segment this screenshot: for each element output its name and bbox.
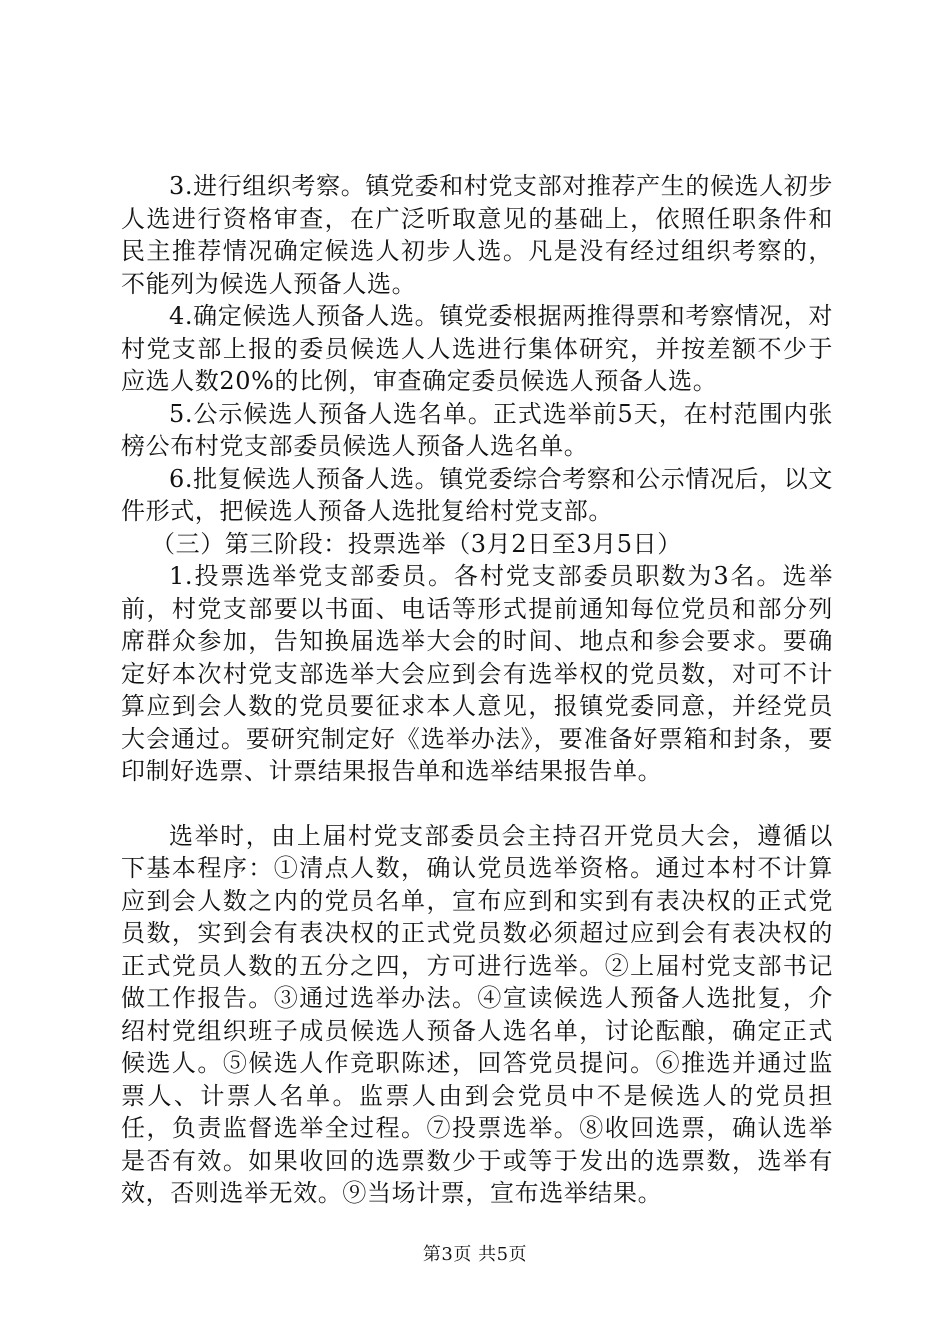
section-heading-third-stage: （三）第三阶段：投票选举（3月2日至3月5日） [151,529,682,558]
paragraph-organizational-inspection: 3.进行组织考察。镇党委和村党支部对推荐产生的候选人初步人选进行资格审查，在广泛听取意见的基础上，依照任职条件和民主推荐情况确定候选人初步人选。凡是没有经过组织考察的，不能列为候选人预备人选。 [121,172,833,298]
document-body [121,170,833,1210]
paragraph-approve-candidates: 6.批复候选人预备人选。镇党委综合考察和公示情况后，以文件形式，把候选人预备人选批复给村党支部。 [121,464,833,525]
page-number-footer: 第3页 共5页 [422,1244,528,1265]
paragraph-vote-election: 1.投票选举党支部委员。各村党支部委员职数为3名。选举前，村党支部要以书面、电话等形式提前通知每位党员和部分列席群众参加，告知换届选举大会的时间、地点和参会要求。要确定好本次村党支部选举大会应到会有选举权的党员数，对可不计算应到会人数的党员要征求本人意见，报镇党委同意，并经党员大会通过。要研究制定好《选举办法》，要准备好票箱和封条，要印制好选票、计票结果报告单和选举结果报告单。 [121,562,833,785]
paragraph-publicize-list: 5.公示候选人预备人选名单。正式选举前5天，在村范围内张榜公布村党支部委员候选人预备人选名单。 [121,399,833,460]
paragraph-election-procedure: 选举时，由上届村党支部委员会主持召开党员大会，遵循以下基本程序：①清点人数，确认党员选举资格。通过本村不计算应到会人数之内的党员名单，宣布应到和实到有表决权的正式党员数，实到会有表决权的正式党员数必须超过应到会有表决权的正式党员人数的五分之四，方可进行选举。②上届村党支部书记做工作报告。③通过选举办法。④宣读候选人预备人选批复，介绍村党组织班子成员候选人预备人选名单，讨论酝酿，确定正式候选人。⑤候选人作竞职陈述，回答党员提问。⑥推选并通过监票人、计票人名单。监票人由到会党员中不是候选人的党员担任，负责监督选举全过程。⑦投票选举。⑧收回选票，确认选举是否有效。如果收回的选票数少于或等于发出的选票数，选举有效，否则选举无效。⑨当场计票，宣布选举结果。 [121,821,833,1207]
paragraph-determine-candidates: 4.确定候选人预备人选。镇党委根据两推得票和考察情况，对村党支部上报的委员候选人人选进行集体研究，并按差额不少于应选人数20%的比例，审查确定委员候选人预备人选。 [121,302,833,395]
